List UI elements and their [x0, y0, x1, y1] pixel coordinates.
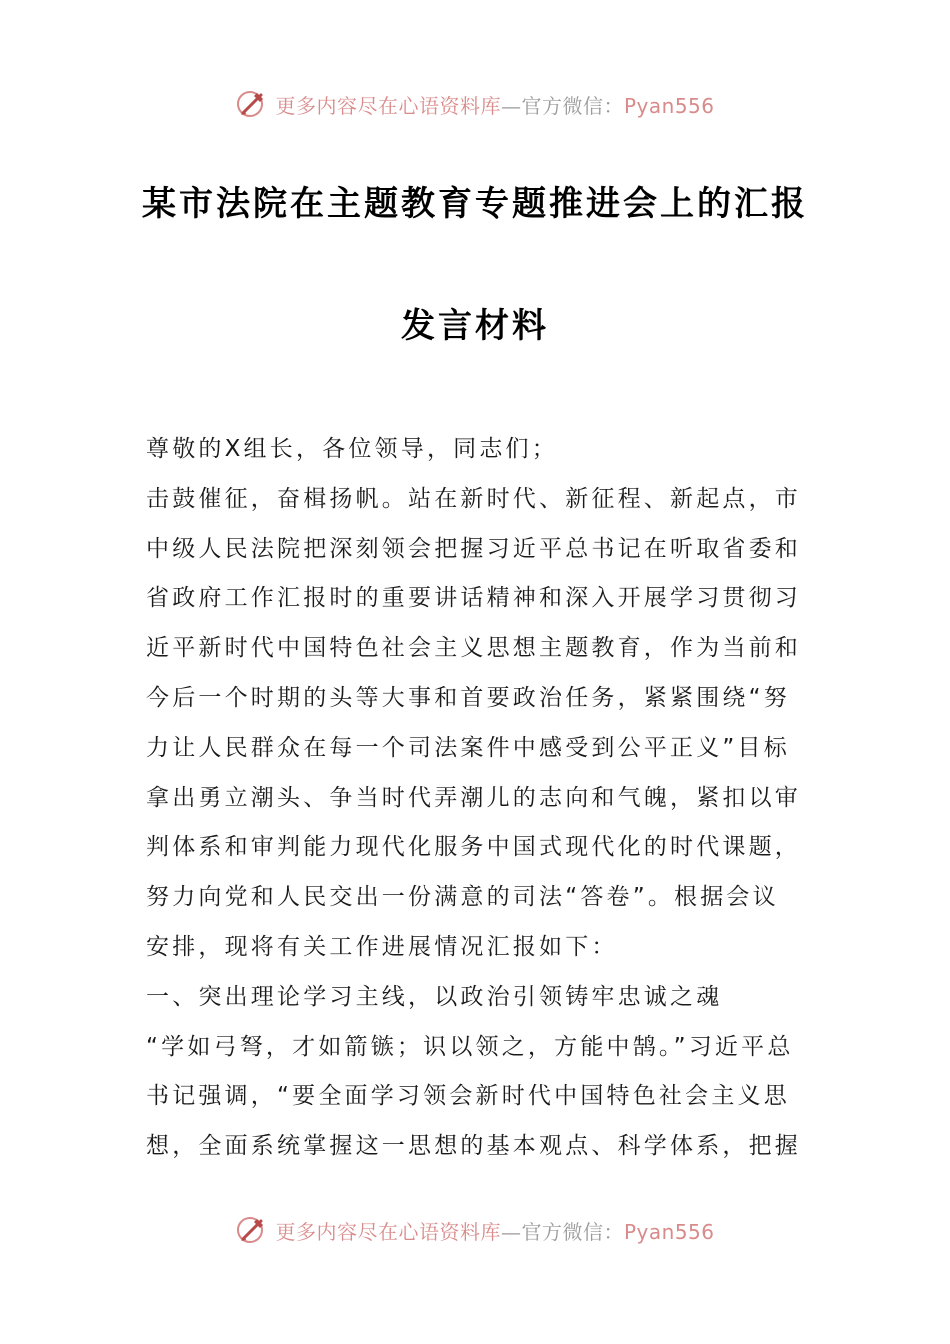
- body-line: 拿出勇立潮头、争当时代弄潮儿的志向和气魄，紧扣以审: [146, 784, 801, 811]
- body-line: 力让人民群众在每一个司法案件中感受到公平正义”目标: [146, 734, 790, 761]
- pen-logo-icon: [235, 87, 269, 121]
- document-title-line1: 某市法院在主题教育专题推进会上的汇报: [142, 184, 808, 224]
- body-line: 击鼓催征，奋楫扬帆。站在新时代、新征程、新起点，市: [146, 485, 801, 512]
- body-line: 努力向党和人民交出一份满意的司法“答卷”。根据会议: [146, 884, 779, 911]
- body-line: 中级人民法院把深刻领会把握习近平总书记在听取省委和: [146, 535, 801, 562]
- section-heading-1: 一、突出理论学习主线，以政治引领铸牢忠诚之魂: [146, 983, 723, 1010]
- watermark-part1: 更多内容尽在心语资料库: [275, 1219, 501, 1244]
- body-line: 安排，现将有关工作进展情况汇报如下：: [146, 933, 618, 960]
- body-line-salutation: 尊敬的X组长，各位领导，同志们；: [146, 436, 558, 462]
- body-line: 今后一个时期的头等大事和首要政治任务，紧紧围绕“努: [146, 684, 790, 711]
- watermark-part2: —官方微信：: [500, 1219, 624, 1244]
- pen-logo-icon: [235, 1213, 269, 1247]
- watermark-part1: 更多内容尽在心语资料库: [275, 93, 501, 118]
- watermark-part2: —官方微信：: [500, 93, 624, 118]
- body-line: 书记强调，“要全面学习领会新时代中国特色社会主义思: [146, 1083, 790, 1110]
- watermark-text: [275, 90, 714, 119]
- body-line: 近平新时代中国特色社会主义思想主题教育，作为当前和: [146, 635, 801, 662]
- body-line: 想，全面系统掌握这一思想的基本观点、科学体系，把握: [146, 1133, 801, 1160]
- watermark-part3: Pyan556: [623, 1219, 715, 1244]
- watermark-text: [275, 1216, 714, 1245]
- body-line: “学如弓弩，才如箭镞；识以领之，方能中鹄。”习近平总: [146, 1033, 794, 1060]
- watermark-part3: Pyan556: [623, 93, 715, 118]
- body-line: 判体系和审判能力现代化服务中国式现代化的时代课题，: [146, 834, 801, 861]
- body-line: 省政府工作汇报时的重要讲话精神和深入开展学习贯彻习: [146, 585, 801, 612]
- watermark-banner-bottom: [0, 1210, 950, 1250]
- document-title-line2: 发言材料: [401, 306, 549, 346]
- watermark-banner-top: [0, 84, 950, 124]
- document-body: [146, 425, 808, 1172]
